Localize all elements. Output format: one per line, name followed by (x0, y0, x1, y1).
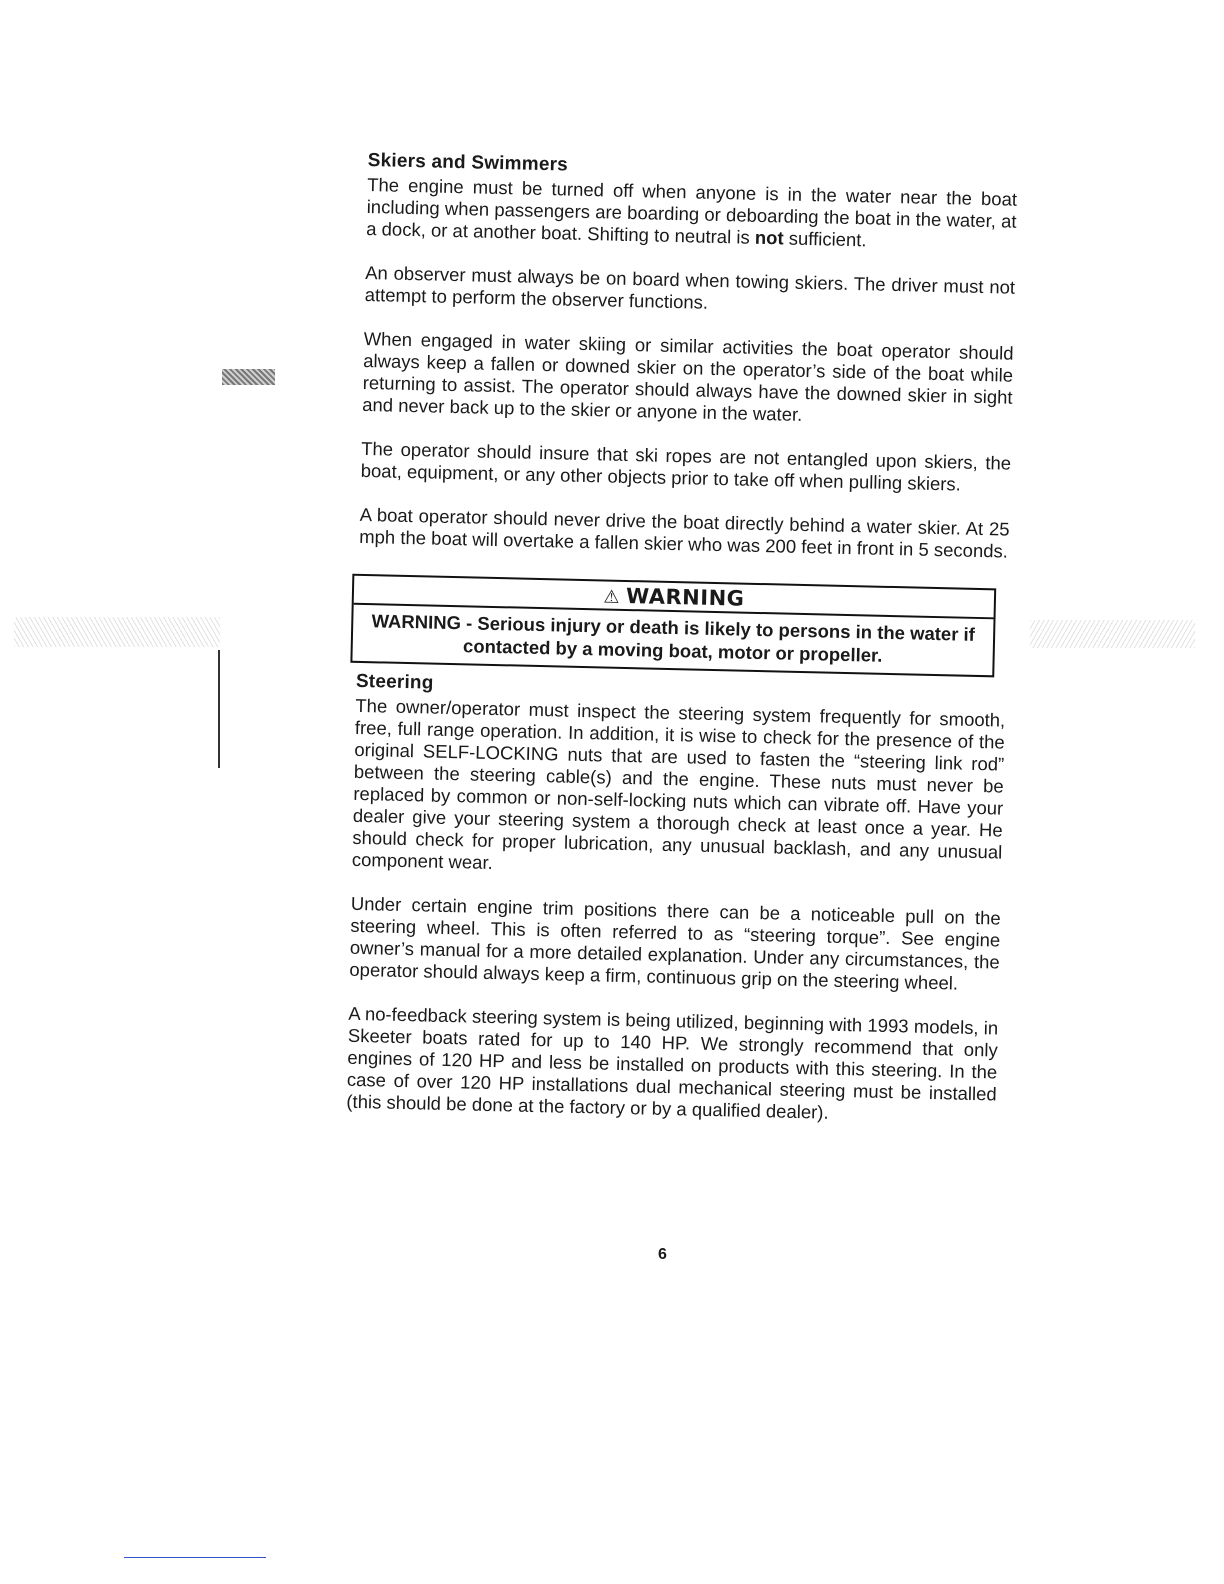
bottom-rule (124, 1557, 266, 1558)
paragraph: An observer must always be on board when towing skiers. The driver must not attempt to perform the observer functions. (364, 261, 1016, 313)
section-heading-skiers: Skiers and Swimmers (367, 150, 569, 176)
emphasis: not (754, 226, 784, 249)
paragraph: When engaged in water skiing or similar activities the boat operator should always keep a fallen or downed skier on the operator’s side of the boat while returning to assist. The operator should always have the downed skier in sight and never back up to the skier or anyone in the water. (361, 327, 1014, 425)
page-content (346, 150, 1018, 1149)
warning-triangle-icon: ⚠ (603, 586, 621, 608)
paragraph-text: sufficient. (783, 227, 867, 251)
page-number: 6 (658, 1246, 667, 1263)
paragraph: Under certain engine trim positions there can be a noticeable pull on the steering wheel. This is often referred to as “steering torque”. See engine owner’s manual for a more detailed explanation. Under any circumstances, the operator should always keep a firm, continuous grip on the steering wheel. (349, 892, 1001, 994)
paragraph-text: The engine must be turned off when anyone is in the water near the boat including when passengers are boarding or deboarding the boat in the water, at a dock, or at another boat. Shifting to neutral is (365, 173, 1018, 248)
margin-rule (218, 650, 220, 768)
warning-text: WARNING - Serious injury or death is likely to persons in the water if contacted by a moving boat, motor or propeller. (371, 610, 976, 666)
paragraph (366, 174, 1017, 255)
paragraph: A boat operator should never drive the boat directly behind a water skier. At 25 mph the boat will overtake a fallen skier who was 200 feet in front in 5 seconds. (358, 503, 1010, 562)
warning-title-text: WARNING (625, 583, 745, 611)
paragraph: The owner/operator must inspect the steering system frequently for smooth, free, full range operation. In addition, it is wise to check for the presence of the original SELF-LOCKING nuts that are used to fasten the “steering link rod” between the steering cable(s) and the engine. These nuts must never be replaced by common or non-self-locking nuts which can vibrate off. Have your dealer give your steering system a thorough check at least once a year. He should check for proper lubrication, any unusual backlash, and any unusual component wear. (351, 694, 1006, 874)
scan-artifact (1030, 620, 1195, 648)
section-heading-steering: Steering (355, 670, 434, 694)
warning-box (350, 574, 996, 678)
paragraph: A no-feedback steering system is being utilized, beginning with 1993 models, in Skeeter boats rated for up to 140 HP. We strongly recommend that only engines of 120 HP and less be installed on products with this steering. In the case of over 120 HP installations dual mechanical steering must be installed (this should be done at the factory or by a qualified dealer). (346, 1002, 999, 1123)
paragraph: The operator should insure that ski ropes are not entangled upon skiers, the boat, equipment, or any other objects prior to take off when pulling skiers. (360, 437, 1012, 495)
scan-artifact (14, 617, 220, 647)
scan-artifact (222, 369, 275, 385)
